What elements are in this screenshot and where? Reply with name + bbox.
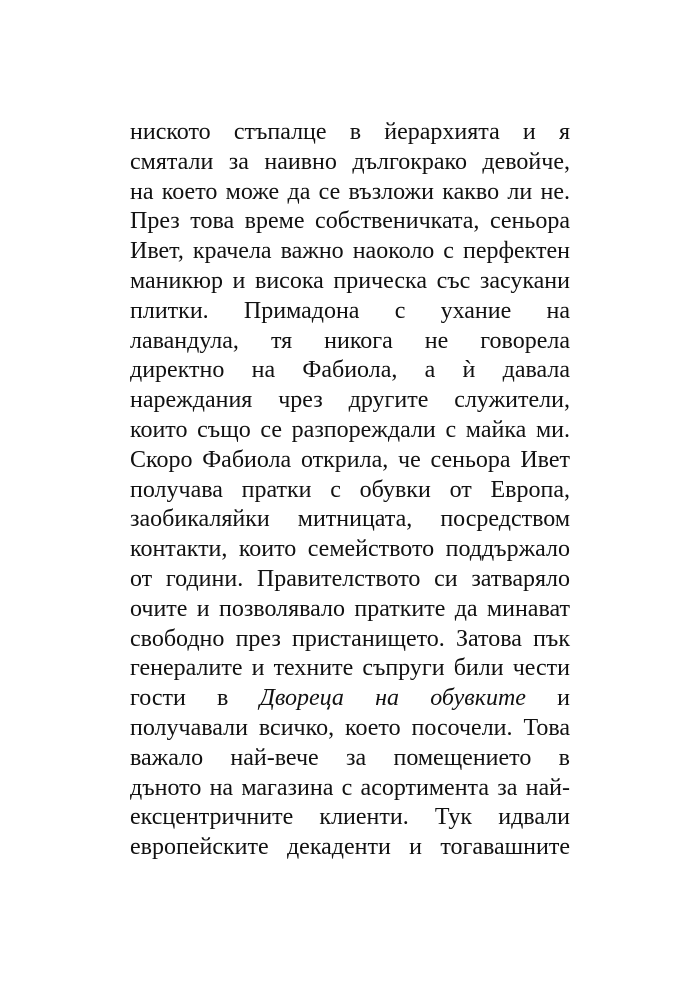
text-span: свободно през пристанището. Затова пък <box>130 625 570 652</box>
text-line <box>130 476 570 506</box>
text-span: Ивет, крачела важно наоколо с перфектен <box>130 238 570 265</box>
text-line <box>130 505 570 535</box>
text-span: ниското стъпалце в йерархията и я <box>130 119 570 145</box>
text-span: нареждания чрез другите служители, <box>130 387 570 414</box>
text-line <box>130 237 570 267</box>
text-line <box>130 297 570 327</box>
text-span: плитки. Примадона с ухание на <box>130 297 570 324</box>
text-span: които също се разпореждали с майка ми. <box>130 416 570 443</box>
text-span: маникюр и висока прическа със засукани <box>130 267 570 294</box>
text-span: европейските декаденти и тогавашните <box>130 834 570 861</box>
text-span: лавандула, тя никога не говорела <box>130 327 570 354</box>
text-line <box>130 416 570 446</box>
text-line <box>130 148 570 178</box>
text-line <box>130 267 570 297</box>
text-span: смятали за наивно дългокрако девойче, <box>130 148 570 175</box>
text-span: дъното на магазина с асортимента за най- <box>130 774 570 801</box>
text-line <box>130 118 570 148</box>
text-span: и <box>525 685 570 712</box>
text-line <box>130 207 570 237</box>
text-line <box>130 535 570 565</box>
text-line <box>130 178 570 208</box>
text-line <box>130 625 570 655</box>
text-line <box>130 565 570 595</box>
body-text <box>130 118 570 863</box>
text-span: заобикаляйки митницата, посредством <box>130 506 570 533</box>
text-span: очите и позволявало пратките да минават <box>130 595 570 622</box>
text-span: гости в <box>130 685 260 712</box>
text-line <box>130 356 570 386</box>
text-span: контакти, които семейството поддържало <box>130 536 570 563</box>
text-line <box>130 803 570 833</box>
italic-text-span: Двореца на обувките <box>259 685 526 712</box>
text-span: директно на Фабиола, а ѝ давала <box>130 357 570 384</box>
text-line <box>130 744 570 774</box>
text-line <box>130 386 570 416</box>
text-span: важало най-вече за помещението в <box>130 744 570 771</box>
text-span: от години. Правителството си затваряло <box>130 565 570 592</box>
text-span: генералите и техните съпруги били чести <box>130 655 570 682</box>
text-line <box>130 684 570 714</box>
text-span: През това време собственичката, сеньора <box>130 208 570 235</box>
text-span: получавали всичко, което посочели. Това <box>130 714 570 741</box>
text-line <box>130 654 570 684</box>
text-span: получава пратки с обувки от Европа, <box>130 476 570 503</box>
text-span: на което може да се възложи какво ли не. <box>130 178 570 205</box>
text-line <box>130 833 570 863</box>
text-line <box>130 446 570 476</box>
text-span: ексцентричните клиенти. Тук идвали <box>130 804 570 831</box>
text-line <box>130 327 570 357</box>
text-line <box>130 595 570 625</box>
text-line <box>130 714 570 744</box>
text-span: Скоро Фабиола открила, че сеньора Ивет <box>130 446 570 473</box>
text-line <box>130 774 570 804</box>
